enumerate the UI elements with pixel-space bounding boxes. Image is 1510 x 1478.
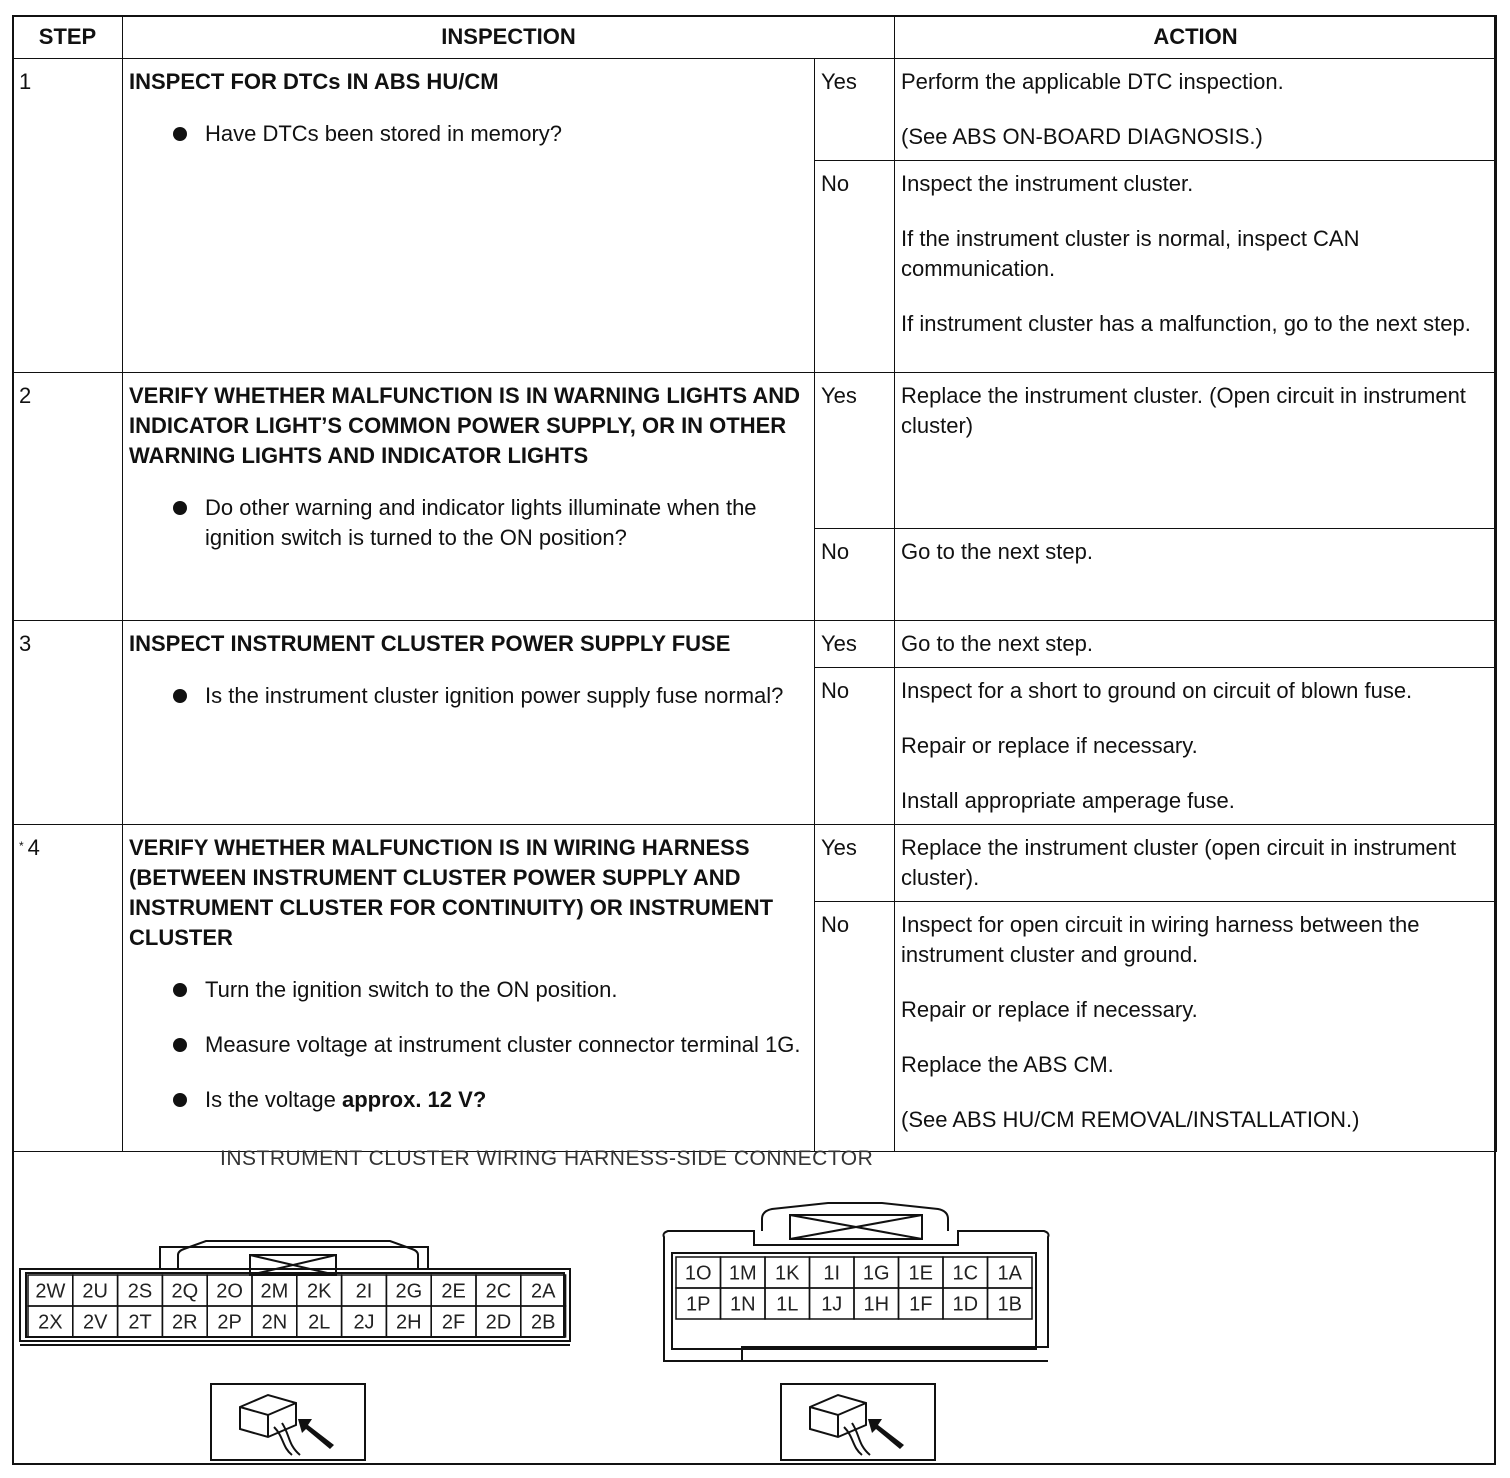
yes-action [895, 825, 1497, 902]
connector-pin-label: 1O [684, 1262, 712, 1285]
yes-action [895, 621, 1497, 668]
no-label: No [815, 902, 895, 1152]
action-text: Install appropriate amperage fuse. [901, 788, 1235, 813]
connector-pin-label: 2C [485, 1280, 512, 1303]
header-inspection: INSPECTION [123, 16, 895, 59]
action-text: Go to the next step. [901, 631, 1094, 656]
connector-pin-label: 2A [530, 1280, 556, 1303]
step-number: 4 [27, 835, 40, 860]
connector-pin-label: 1E [908, 1262, 933, 1285]
yes-label: Yes [815, 825, 895, 902]
connector-2-diagram [18, 1211, 578, 1351]
connector-pin-label: 2E [441, 1280, 466, 1303]
inspection-cell [123, 373, 815, 621]
bullet-item: Turn the ignition switch to the ON position. [169, 975, 808, 1005]
action-text: If instrument cluster has a malfunction, go to the next step. [901, 311, 1471, 336]
bullet-list [129, 681, 808, 711]
connector-pin-label: 2H [396, 1311, 422, 1334]
connector-pin-label: 1C [952, 1262, 979, 1285]
connector-pin-label: 2J [353, 1311, 375, 1334]
action-text: Replace the ABS CM. [901, 1052, 1114, 1077]
step-2-yes-row [13, 373, 1497, 529]
inspection-title: INSPECT FOR DTCs IN ABS HU/CM [129, 69, 499, 94]
action-text: Replace the instrument cluster. (Open circuit in instrument cluster) [901, 383, 1466, 438]
connector-pin-label: 2U [82, 1280, 108, 1303]
bullet-item: Have DTCs been stored in memory? [169, 119, 808, 149]
inspection-title: INSPECT INSTRUMENT CLUSTER POWER SUPPLY FUSE [129, 631, 731, 656]
step-number: 3 [13, 621, 123, 825]
no-action [895, 902, 1497, 1152]
figure-title: INSTRUMENT CLUSTER WIRING HARNESS-SIDE CONNECTOR [220, 1147, 874, 1170]
harness-side-connector-icon [210, 1383, 366, 1461]
action-text: Inspect the instrument cluster. [901, 171, 1194, 196]
connector-pin-label: 2L [308, 1311, 331, 1334]
yes-action [895, 373, 1497, 529]
step-3-yes-row [13, 621, 1497, 668]
yes-label: Yes [815, 59, 895, 161]
step-number: 2 [13, 373, 123, 621]
connector-pin-label: 2P [217, 1311, 242, 1334]
bullet-item [169, 1085, 808, 1115]
inspection-cell [123, 825, 815, 1152]
connector-pin-label: 1G [862, 1262, 890, 1285]
connector-pin-label: 2S [127, 1280, 153, 1303]
connector-pin-label: 2I [355, 1280, 373, 1303]
bullet-item: Measure voltage at instrument cluster connector terminal 1G. [169, 1030, 808, 1060]
action-text: Replace the instrument cluster (open circuit in instrument cluster). [901, 835, 1457, 890]
connector-pin-label: 2K [306, 1280, 332, 1303]
action-text: If the instrument cluster is normal, inspect CAN communication. [901, 226, 1360, 281]
bullet-list [129, 119, 808, 149]
connector-pin-label: 1D [952, 1293, 979, 1316]
connector-pin-label: 1M [728, 1262, 757, 1285]
connector-figure [14, 1141, 1494, 1463]
connector-pin-label: 2D [485, 1311, 512, 1334]
bullet-text: Is the voltage [205, 1087, 342, 1112]
no-label: No [815, 529, 895, 621]
header-action: ACTION [895, 16, 1497, 59]
action-text: Inspect for a short to ground on circuit of blown fuse. [901, 678, 1413, 703]
connector-pin-label: 2B [530, 1311, 556, 1334]
harness-side-connector-icon [780, 1383, 936, 1461]
connector-pin-label: 1B [997, 1293, 1022, 1316]
connector-pin-label: 1I [823, 1262, 841, 1285]
connector-pin-label: 2M [260, 1280, 289, 1303]
bullet-bold-text: approx. 12 V? [341, 1087, 487, 1112]
connector-pin-label: 2O [216, 1280, 243, 1303]
connector-pin-label: 1N [729, 1293, 756, 1316]
connector-pin-label: 1L [776, 1293, 799, 1316]
action-text: (See ABS HU/CM REMOVAL/INSTALLATION.) [901, 1107, 1360, 1132]
connector-pin-label: 2G [395, 1280, 423, 1303]
connector-pin-label: 2F [441, 1311, 466, 1334]
connector-pin-label: 2Q [171, 1280, 199, 1303]
no-action [895, 529, 1497, 621]
inspection-title: VERIFY WHETHER MALFUNCTION IS IN WIRING HARNESS (BETWEEN INSTRUMENT CLUSTER POWER SUPPLY AND INSTRUMENT CLUSTER FOR CONTINUITY) OR INSTRUMENT CLUSTER [129, 835, 774, 950]
step-number: 1 [13, 59, 123, 373]
step-4-yes-row [13, 825, 1497, 902]
connector-pin-label: 2T [128, 1311, 152, 1334]
action-text: Go to the next step. [901, 539, 1094, 564]
inspection-title: VERIFY WHETHER MALFUNCTION IS IN WARNING LIGHTS AND INDICATOR LIGHT’S COMMON POWER SUPPLY, OR IN OTHER WARNING LIGHTS AND INDICATOR LIGHTS [129, 383, 800, 468]
connector-pin-label: 1K [775, 1262, 800, 1285]
connector-1-diagram [658, 1201, 1058, 1371]
step-number-cell [13, 825, 123, 1152]
connector-pin-label: 2N [261, 1311, 288, 1334]
bullet-list [129, 493, 808, 553]
yes-action [895, 59, 1497, 161]
connector-pin-label: 1J [821, 1293, 843, 1316]
action-text: (See ABS ON-BOARD DIAGNOSIS.) [901, 124, 1263, 149]
inspection-cell [123, 621, 815, 825]
no-action [895, 161, 1497, 373]
connector-pin-label: 2X [38, 1311, 63, 1334]
bullet-item: Do other warning and indicator lights illuminate when the ignition switch is turned to the ON position? [169, 493, 808, 553]
connector-pin-label: 2R [172, 1311, 198, 1334]
inspection-cell [123, 59, 815, 373]
yes-label: Yes [815, 621, 895, 668]
bullet-list [129, 975, 808, 1115]
step-1-yes-row [13, 59, 1497, 161]
connector-pin-label: 2V [82, 1311, 108, 1334]
bullet-item: Is the instrument cluster ignition power supply fuse normal? [169, 681, 808, 711]
connector-pin-label: 1H [863, 1293, 890, 1316]
step-asterisk: * [19, 839, 24, 853]
diagnostic-table [12, 15, 1497, 1152]
no-action [895, 668, 1497, 825]
no-label: No [815, 161, 895, 373]
connector-pin-label: 1A [997, 1262, 1022, 1285]
header-step: STEP [13, 16, 123, 59]
action-text: Repair or replace if necessary. [901, 733, 1198, 758]
yes-label: Yes [815, 373, 895, 529]
no-label: No [815, 668, 895, 825]
action-text: Perform the applicable DTC inspection. [901, 69, 1284, 94]
connector-pin-label: 2W [35, 1280, 66, 1303]
action-text: Repair or replace if necessary. [901, 997, 1198, 1022]
connector-pin-label: 1P [686, 1293, 711, 1316]
action-text: Inspect for open circuit in wiring harness between the instrument cluster and ground. [901, 912, 1420, 967]
table-header-row [13, 16, 1497, 59]
connector-pin-label: 1F [909, 1293, 933, 1316]
diagnostic-sheet [12, 15, 1496, 1465]
